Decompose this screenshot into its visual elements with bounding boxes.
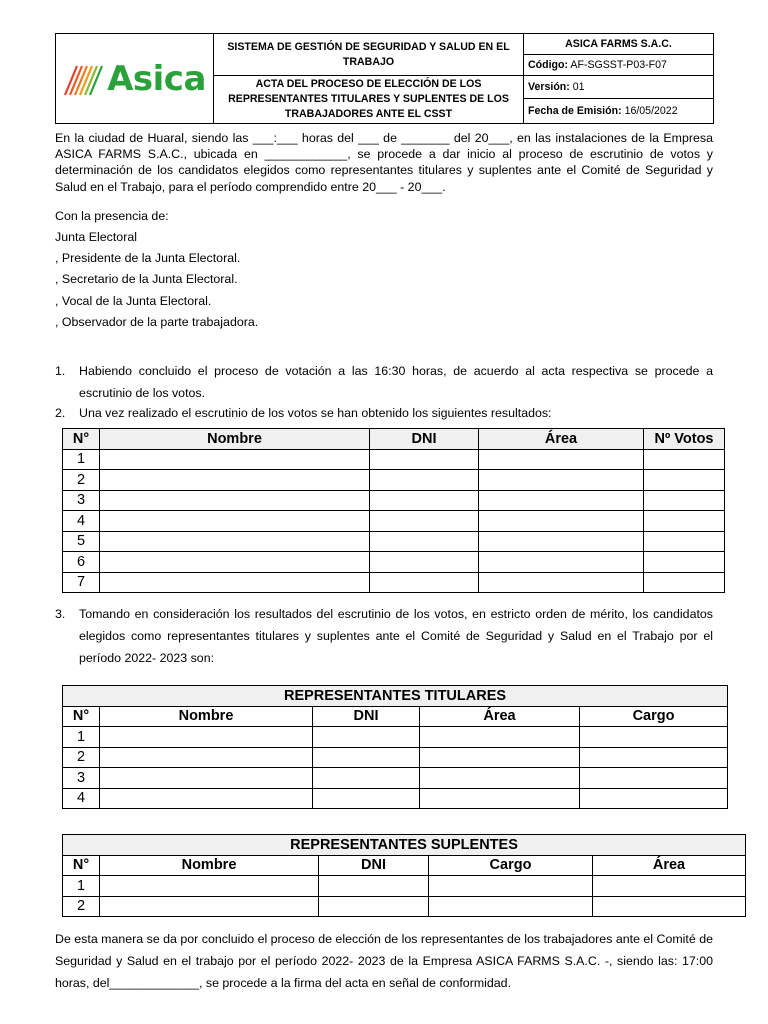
asica-logo (60, 59, 209, 99)
code-value: AF-SGSST-P03-F07 (570, 59, 667, 71)
table-cell[interactable] (100, 449, 370, 470)
row-number: 3 (63, 768, 100, 789)
table-cell[interactable] (100, 896, 319, 917)
table-cell[interactable] (593, 896, 746, 917)
table-row (63, 449, 725, 470)
col-header: Cargo (580, 706, 728, 727)
table-cell[interactable] (100, 531, 370, 552)
row-number: 1 (63, 449, 100, 470)
item-number: 3. (55, 607, 66, 621)
row-number: 1 (63, 727, 100, 748)
issue-date-field (524, 99, 713, 123)
member-president: , Presidente de la Junta Electoral. (55, 251, 241, 265)
results-table (62, 428, 725, 593)
table-cell[interactable] (370, 449, 479, 470)
table-cell[interactable] (420, 747, 580, 768)
col-header: Área (593, 855, 746, 876)
table-cell[interactable] (319, 896, 429, 917)
table-cell[interactable] (644, 490, 725, 511)
table-cell[interactable] (319, 876, 429, 897)
table-row (63, 531, 725, 552)
suplentes-title: REPRESENTANTES SUPLENTES (63, 835, 746, 856)
suplentes-table (62, 834, 746, 917)
col-header: Área (420, 706, 580, 727)
table-cell[interactable] (100, 727, 313, 748)
member-observer: , Observador de la parte trabajadora. (55, 315, 259, 329)
col-header: Nº Votos (644, 429, 725, 450)
titulares-header-row (63, 706, 728, 727)
col-header: Área (479, 429, 644, 450)
document-header (55, 33, 714, 124)
row-number: 4 (63, 511, 100, 532)
table-cell[interactable] (100, 552, 370, 573)
titulares-table (62, 685, 728, 809)
table-row (63, 896, 746, 917)
row-number: 4 (63, 788, 100, 809)
table-row (63, 572, 725, 593)
row-number: 6 (63, 552, 100, 573)
table-cell[interactable] (580, 727, 728, 748)
table-cell[interactable] (644, 572, 725, 593)
table-row (63, 552, 725, 573)
row-number: 1 (63, 876, 100, 897)
table-cell[interactable] (100, 747, 313, 768)
table-cell[interactable] (580, 747, 728, 768)
table-cell[interactable] (370, 552, 479, 573)
table-cell[interactable] (580, 788, 728, 809)
table-cell[interactable] (370, 572, 479, 593)
table-cell[interactable] (644, 470, 725, 491)
code-field (524, 55, 714, 76)
member-vocal: , Vocal de la Junta Electoral. (55, 294, 212, 308)
col-header: Nombre (100, 429, 370, 450)
document-title: ACTA DEL PROCESO DE ELECCIÓN DE LOS REPRESENTANTES TITULARES Y SUPLENTES DE LOS TRABAJADORES ANTE EL CSST (214, 76, 524, 124)
table-cell[interactable] (479, 511, 644, 532)
table-cell[interactable] (429, 896, 593, 917)
table-cell[interactable] (370, 511, 479, 532)
table-cell[interactable] (479, 449, 644, 470)
table-cell[interactable] (370, 470, 479, 491)
table-cell[interactable] (100, 470, 370, 491)
issue-date-value: 16/05/2022 (624, 105, 678, 117)
company-name: ASICA FARMS S.A.C. (524, 34, 714, 55)
table-cell[interactable] (644, 531, 725, 552)
table-cell[interactable] (644, 449, 725, 470)
col-header: N° (63, 855, 100, 876)
code-label: Código: (528, 59, 569, 71)
row-number: 7 (63, 572, 100, 593)
table-cell[interactable] (100, 490, 370, 511)
table-cell[interactable] (313, 747, 420, 768)
titulares-title: REPRESENTANTES TITULARES (63, 686, 728, 707)
table-cell[interactable] (313, 788, 420, 809)
col-header: DNI (370, 429, 479, 450)
table-row (63, 876, 746, 897)
table-row (63, 747, 728, 768)
table-cell[interactable] (479, 572, 644, 593)
row-number: 2 (63, 747, 100, 768)
table-row (63, 768, 728, 789)
logo-cell (56, 34, 214, 124)
table-cell[interactable] (420, 788, 580, 809)
leaf-stripes-icon (63, 62, 105, 96)
table-cell[interactable] (100, 768, 313, 789)
table-cell[interactable] (479, 490, 644, 511)
junta-electoral-label: Junta Electoral (55, 230, 137, 244)
intro-paragraph: En la ciudad de Huaral, siendo las ___:___ horas del ___ de _______ del 20___, en las instalaciones de la Empresa ASICA FARMS S.A.C., ubicada en ____________, se procede a dar inicio al proceso de escrutinio de votos y determinación de los candidatos elegidos como representantes titulares y suplentes ante el Comité de Seguridad y Salud en el Trabajo, para el período comprendido entre 20___ - 20___. (55, 131, 713, 194)
col-header: DNI (313, 706, 420, 727)
table-cell[interactable] (420, 768, 580, 789)
table-cell[interactable] (644, 511, 725, 532)
presence-intro: Con la presencia de: (55, 209, 169, 223)
table-cell[interactable] (593, 876, 746, 897)
table-row (63, 470, 725, 491)
col-header: DNI (319, 855, 429, 876)
table-row (63, 511, 725, 532)
table-cell[interactable] (370, 490, 479, 511)
table-cell[interactable] (100, 511, 370, 532)
row-number: 5 (63, 531, 100, 552)
table-cell[interactable] (580, 768, 728, 789)
table-row (63, 490, 725, 511)
version-field (524, 76, 713, 99)
issue-date-label: Fecha de Emisión: (528, 105, 622, 117)
member-secretary: , Secretario de la Junta Electoral. (55, 272, 238, 286)
closing-paragraph: De esta manera se da por concluido el proceso de elección de los representantes de los trabajadores ante el Comité de Seguridad y Salud en el trabajo por el período 2022- 2023 de la Empresa ASICA FARMS S.A.C. -, siendo las: 17:00 horas, del_____________, se procede a la firma del acta en señal de conformidad. (55, 932, 713, 990)
col-header: Nombre (100, 706, 313, 727)
item-number: 2. (55, 406, 66, 420)
table-cell[interactable] (100, 788, 313, 809)
item-text: Tomando en consideración los resultados del escrutinio de los votos, en estricto orden de mérito, los candidatos elegidos como representantes titulares y suplentes ante el Comité de Seguridad y Salud en el Trabajo por el período 2022- 2023 son: (79, 607, 713, 665)
table-cell[interactable] (420, 727, 580, 748)
table-cell[interactable] (313, 768, 420, 789)
col-header: N° (63, 706, 100, 727)
col-header: Nombre (100, 855, 319, 876)
table-cell[interactable] (479, 531, 644, 552)
table-cell[interactable] (100, 572, 370, 593)
col-header: Cargo (429, 855, 593, 876)
results-header-row (63, 429, 725, 450)
item-text: Habiendo concluido el proceso de votación a las 16:30 horas, de acuerdo al acta respectiva se procede a escrutinio de los votos. (79, 364, 713, 400)
row-number: 3 (63, 490, 100, 511)
table-cell[interactable] (370, 531, 479, 552)
table-row (63, 788, 728, 809)
row-number: 2 (63, 470, 100, 491)
table-cell[interactable] (644, 552, 725, 573)
system-title: SISTEMA DE GESTIÓN DE SEGURIDAD Y SALUD EN EL TRABAJO (214, 34, 524, 76)
item-number: 1. (55, 364, 66, 378)
table-row (63, 727, 728, 748)
version-label: Versión: (528, 81, 570, 93)
table-cell[interactable] (313, 727, 420, 748)
version-value: 01 (572, 81, 585, 93)
table-cell[interactable] (479, 552, 644, 573)
suplentes-header-row (63, 855, 746, 876)
table-cell[interactable] (429, 876, 593, 897)
logo-wordmark: Asica (107, 58, 206, 99)
col-header: N° (63, 429, 100, 450)
table-cell[interactable] (479, 470, 644, 491)
item-text: Una vez realizado el escrutinio de los votos se han obtenido los siguientes resultados: (79, 406, 552, 420)
table-cell[interactable] (100, 876, 319, 897)
row-number: 2 (63, 896, 100, 917)
